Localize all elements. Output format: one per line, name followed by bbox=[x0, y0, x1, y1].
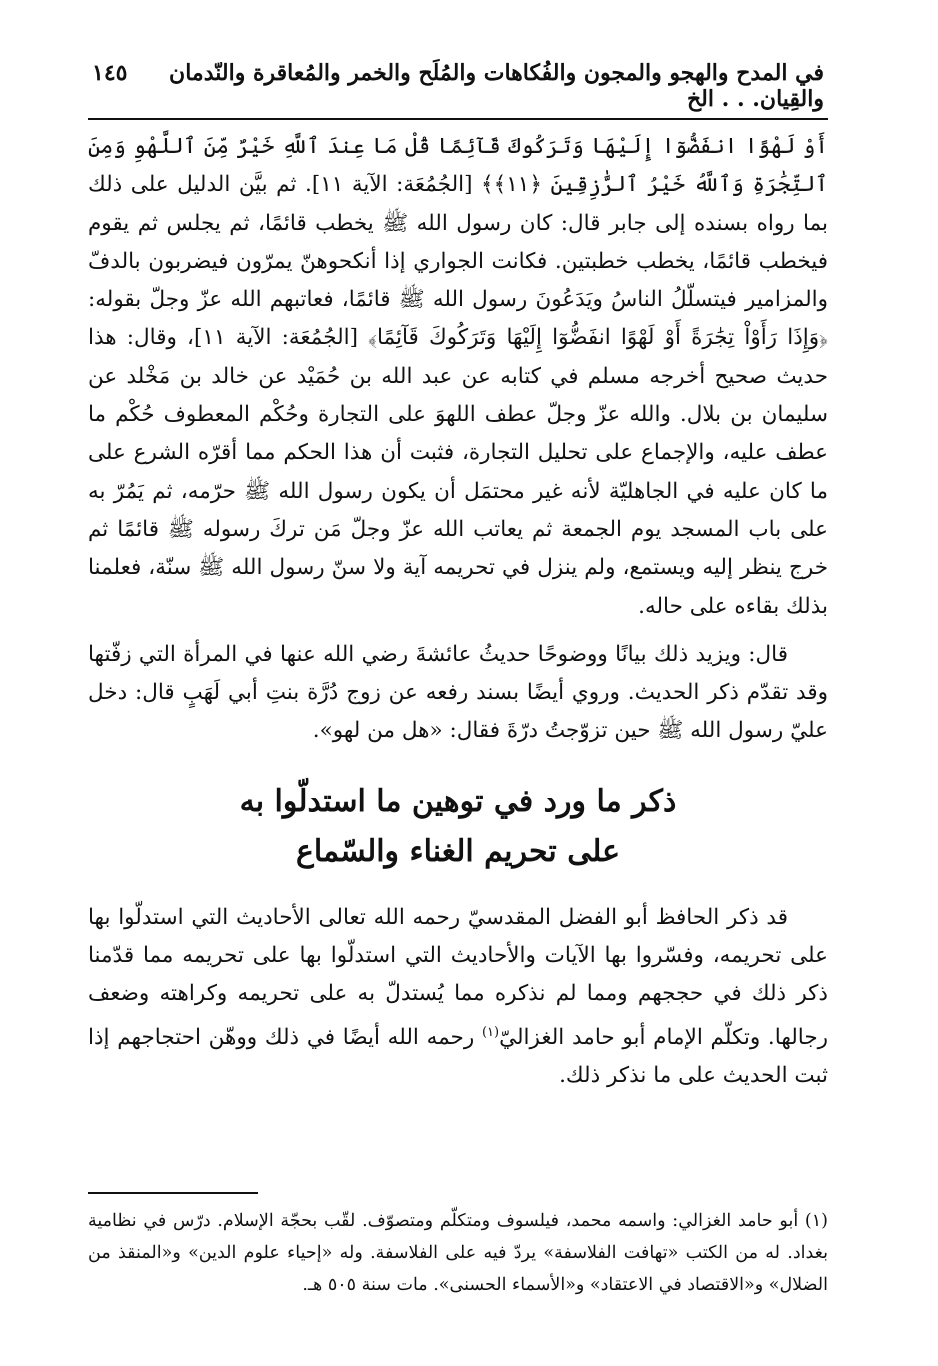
paragraph-2: قال: ويزيد ذلك بيانًا ووضوحًا حديثُ عائشةَ رضي الله عنها في المرأة التي زفّتها وقد تقدّم ذكر الحديث. وروي أيضًا بسند رفعه عن زوج دُرَّة بنتِ أبي لَهَبٍ قال: دخل عليّ رسول الله ﷺ حين تزوّجتُ درّةَ فقال: «هل من لهو». bbox=[88, 641, 828, 744]
section-paragraph-part-1: قد ذكر الحافظ أبو الفضل المقدسيّ رحمه الله تعالى الأحاديث التي استدلّوا بها على تحريمه، وفسّروا بها الآيات والأحاديث التي استدلّوا بها على تحريمه مما قدّمنا ذكر ذلك في حججهم ومما لم نذكره مما يُستدلّ به على تحريمه وكراهته وضعف رجالها. وتكلّم الإمام أبو حامد الغزاليّ bbox=[88, 904, 828, 1050]
main-text bbox=[88, 128, 828, 751]
section-heading-line-2: على تحريم الغناء والسّماع bbox=[295, 833, 621, 869]
book-page bbox=[88, 60, 828, 1095]
footnote-reference: (١) bbox=[481, 1024, 500, 1040]
section-heading bbox=[88, 777, 828, 877]
footnote bbox=[88, 1205, 828, 1301]
section-paragraph bbox=[88, 899, 828, 1096]
paragraph-1: أَوْ لَهْوًا انفَضُّوٓا إِلَيْهَا وَتَرَكُوكَ قَآئِمًا قُلْ مَا عِندَ ٱللَّهِ خَيْرٌ مِّنَ ٱللَّهْوِ وَمِنَ ٱلتِّجَٰرَةِ وَٱللَّهُ خَيْرُ ٱلرَّٰزِقِينَ ﴿١١﴾﴾ [الجُمُعَة: الآية ١١]. ثم بيَّن الدليل على ذلك بما رواه بسنده إلى جابر قال: كان رسول الله ﷺ يخطب قائمًا، ثم يجلس ثم يقوم فيخطب قائمًا، يخطب خطبتين. فكانت الجواري إذا أنكحوهنّ يمرّون فيضربون بالدفّ والمزامير فيتسلّلُ الناسُ ويَدَعُونَ رسول الله ﷺ قائمًا، فعاتبهم الله عزّ وجلّ بقوله: ﴿وَإِذَا رَأَوْاْ تِجَٰرَةً أَوْ لَهْوًا انفَضُّوٓا إِلَيْهَا وَتَرَكُوكَ قَآئِمًا﴾ [الجُمُعَة: الآية ١١]، وقال: هذا حديث صحيح أخرجه مسلم في كتابه عن عبد الله بن حُمَيْد عن خالد بن مَخْلد عن سليمان بن بلال. والله عزّ وجلّ عطف اللهوَ على التجارة وحُكْم المعطوف حُكْم ما عطف عليه، والإجماع على تحليل التجارة، فثبت أن هذا الحكم مما أقرّه الشرع على ما كان عليه في الجاهليّة لأنه غير محتمَل أن يكون رسول الله ﷺ حرّمه، ثم يَمُرّ به على باب المسجد يوم الجمعة ثم يعاتب الله عزّ وجلّ مَن تركَ رسوله ﷺ قائمًا ثم خرج ينظر إليه ويستمع، ولم ينزل في تحريمه آية ولا سنّ رسول الله ﷺ سنّة، فعلمنا بذلك بقاءه على حاله. bbox=[88, 134, 828, 619]
section-paragraph-part-2: رحمه الله أيضًا في ذلك ووهّن احتجاجهم إذا ثبت الحديث على ما نذكر ذلك. bbox=[88, 1024, 828, 1089]
section-text bbox=[88, 899, 828, 1096]
footnote-divider bbox=[88, 1192, 258, 1194]
page-number: ١٤٥ bbox=[92, 60, 128, 86]
running-title: في المدح والهجو والمجون والفُكاهات والمُلَح والخمر والمُعاقرة والنّدمان والقِيان. . . الخ bbox=[169, 60, 824, 112]
footnote-text: (١) أبو حامد الغزالي: واسمه محمد، فيلسوف ومتكلّم ومتصوّف. لقّب بحجّة الإسلام. درّس في نظامية بغداد. له من الكتب «تهافت الفلاسفة» يردّ فيه على الفلاسفة. وله «إحياء علوم الدين» و«المنقذ من الضلال» و«الاقتصاد في الاعتقاد» و«الأسماء الحسنى». مات سنة ٥٠٥ هـ. bbox=[88, 1211, 828, 1295]
running-header bbox=[88, 60, 828, 120]
section-heading-line-1: ذكر ما ورد في توهين ما استدلّوا به bbox=[239, 783, 677, 819]
